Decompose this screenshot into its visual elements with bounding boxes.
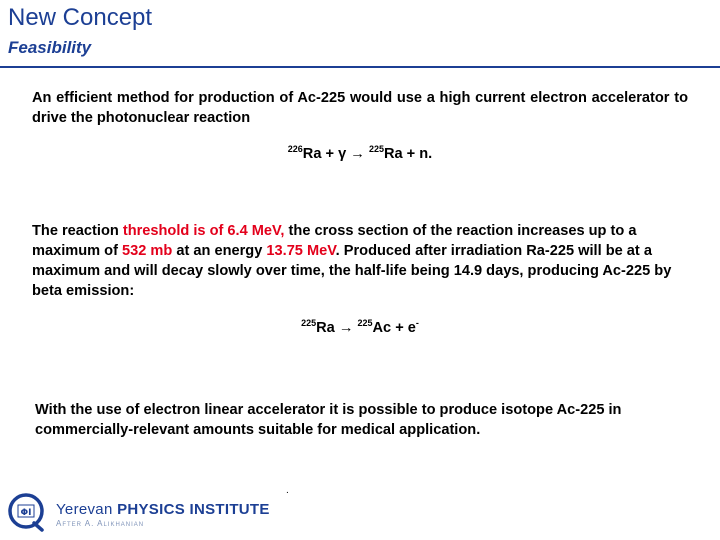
institute-name-city: Yerevan	[56, 501, 118, 518]
reaction-arrow: →	[350, 146, 365, 162]
cross-section-highlight: 532 mb	[122, 243, 173, 259]
title-divider	[0, 66, 720, 68]
institute-emblem-icon	[6, 492, 46, 532]
mass-number-225: 225	[301, 318, 317, 328]
gamma-symbol: γ	[338, 146, 347, 162]
mass-number-225: 225	[357, 318, 373, 328]
photonuclear-reaction-equation	[0, 144, 720, 164]
stray-dot: .	[286, 485, 289, 496]
reaction-details-paragraph	[32, 221, 702, 301]
institute-logo	[6, 492, 306, 534]
daughter-actinium: Ac + e	[372, 320, 416, 336]
slide-title: New Concept	[8, 4, 153, 31]
electron-charge: -	[415, 318, 419, 328]
intro-paragraph: An efficient method for production of Ac-225 would use a high current electron accelerator to drive the photonuclear reaction	[32, 90, 688, 126]
threshold-highlight: threshold is of 6.4 MeV,	[122, 223, 285, 239]
text-segment: the cross section of the reaction increases up to a maximum of	[32, 223, 637, 259]
text-segment: at an energy	[172, 243, 267, 259]
energy-highlight: 13.75 MeV	[266, 243, 336, 259]
text-segment: . Produced after irradiation Ra-225 will be at a maximum and will decay slowly over time, the half-life being 14.9 days, producing Ac-225 by beta emission:	[32, 243, 672, 299]
reactant-radium: Ra +	[302, 146, 339, 162]
institute-dedication: After A. Alikhanian	[56, 519, 145, 528]
decay-arrow: →	[338, 320, 354, 336]
slide-subtitle: Feasibility	[8, 38, 92, 57]
parent-radium: Ra	[316, 320, 339, 336]
beta-decay-equation	[0, 318, 720, 338]
mass-number-225: 225	[368, 144, 384, 154]
mass-number-226: 226	[287, 144, 303, 154]
emblem-letters: ΦΙ	[20, 508, 32, 518]
institute-name-main: PHYSICS INSTITUTE	[117, 501, 270, 518]
conclusion-paragraph: With the use of electron linear accelerator it is possible to produce isotope Ac-225 in commercially-relevant amounts suitable for medical application.	[35, 402, 622, 438]
institute-name	[56, 501, 270, 518]
text-segment: The reaction	[32, 223, 123, 239]
product-radium: Ra + n.	[383, 146, 433, 162]
